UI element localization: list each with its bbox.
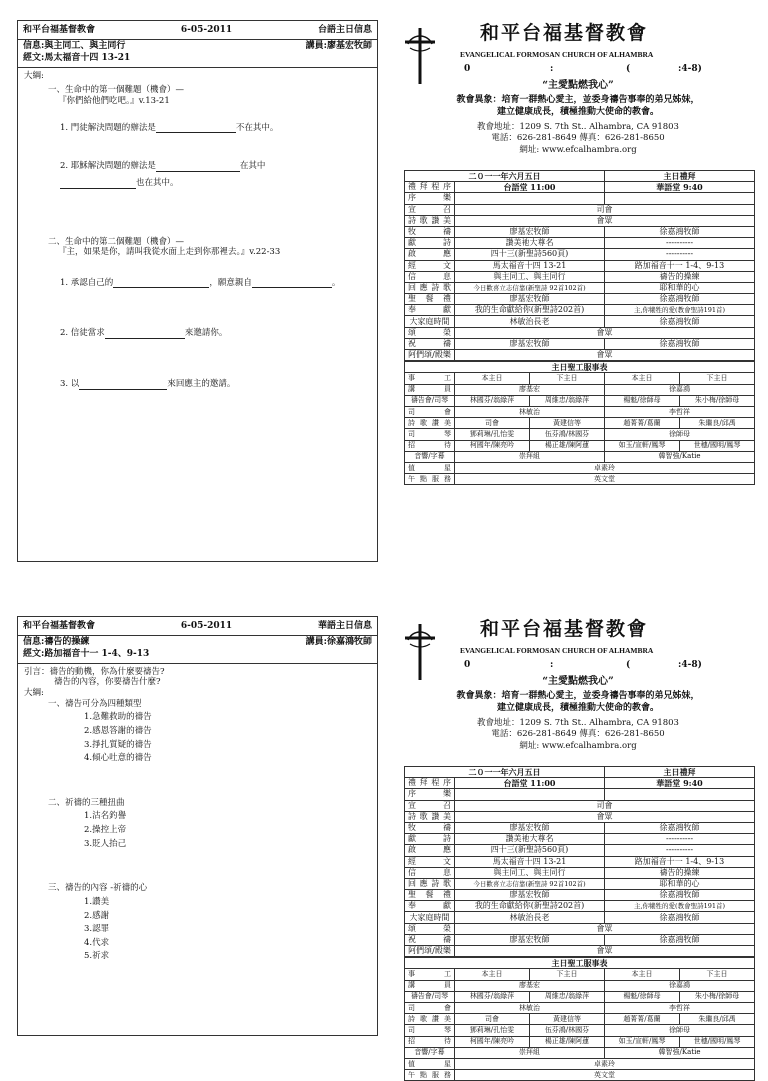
worship-order-table	[404, 766, 755, 957]
roster-cell: 下主日	[530, 969, 605, 980]
church-contact	[400, 718, 756, 752]
service-roster-table	[404, 361, 755, 485]
worship-row-label: 奉獻	[405, 901, 455, 912]
worship-row-value: 讚美祂大尊名	[455, 834, 605, 845]
outline-point-2: 二、生命中的第二個難題（機會）—	[48, 236, 185, 247]
roster-cell: 楊正雄/陳阿蓮	[530, 1036, 605, 1047]
worship-row	[405, 912, 755, 923]
outline-list-item: 1.讚美	[84, 896, 110, 907]
worship-row-value: 與主同工、與主同行	[455, 867, 605, 878]
roster-cell: 午點服務	[405, 474, 455, 485]
roster-cell: 本主日	[455, 373, 530, 384]
worship-row	[405, 294, 755, 305]
notes-service-type: 台語主日信息	[317, 25, 372, 35]
church-address: 教會地址：1209 S. 7th St.. Alhambra, CA 91803	[477, 122, 679, 132]
worship-row-value: 與主同工、與主同行	[455, 271, 605, 282]
outline-list-item: 5.祈求	[84, 951, 110, 962]
worship-row-label: 信息	[405, 271, 455, 282]
worship-row-label: 阿們頌/殿樂	[405, 350, 455, 361]
worship-row	[405, 946, 755, 957]
church-phone: 電話：626-281-8649 傳真：626-281-8650	[491, 729, 665, 740]
notes-date: 6-05-2011	[180, 621, 233, 631]
worship-row	[405, 867, 755, 878]
roster-cell: 下主日	[680, 373, 755, 384]
worship-row-label: 獻詩	[405, 238, 455, 249]
worship-row-value	[455, 193, 605, 204]
roster-cell: 林敏治	[455, 406, 605, 417]
fill-in-blank[interactable]	[105, 338, 185, 339]
worship-row-value: 徐嘉鴻牧師	[605, 294, 755, 305]
roster-cell: 伍芬鴻/林國芬	[530, 429, 605, 440]
roster-cell: 音響/字幕	[405, 451, 455, 462]
outline-list-item: 4.代求	[84, 937, 110, 948]
notes-church-name: 和平台福基督教會	[23, 621, 96, 631]
roster-cell: 柯國年/陳亮吟	[455, 1036, 530, 1047]
church-vision: 教會異象：培育一群熱心愛主，並委身禱告事奉的弟兄姊妹， 建立健康成長，積極推動大使命的教會。	[456, 95, 700, 118]
worship-row-value: 耶和華的心	[605, 878, 755, 889]
worship-row-value	[605, 789, 755, 800]
notes-speaker: 講員:廖基宏牧師	[305, 41, 372, 52]
worship-row	[405, 856, 755, 867]
worship-row	[405, 923, 755, 934]
fill-in-question: 也在其中。	[24, 178, 371, 189]
worship-row	[405, 238, 755, 249]
roster-title: 主日聖工服事表	[405, 958, 755, 969]
church-cross-logo-icon	[402, 26, 438, 86]
worship-row-value: 徐嘉鴻牧師	[605, 912, 755, 923]
worship-row-value: 會眾	[455, 946, 755, 957]
roster-cell: 林敏治	[455, 1002, 605, 1013]
intro-line: 引言：禱告的動機，你為什麼要禱告?	[24, 666, 165, 677]
fill-in-question: 3. 以 來回應主的邀請。	[60, 379, 236, 389]
worship-row-value: ----------	[605, 834, 755, 845]
roster-cell: 林國芬/翁綠萍	[455, 991, 530, 1002]
mandarin-service-col: 華語堂 9:40	[605, 778, 755, 789]
worship-row-value: 禱告的操練	[605, 867, 755, 878]
roster-cell: 司會	[455, 418, 530, 429]
roster-cell: 司琴	[405, 429, 455, 440]
worship-row-label: 啟應	[405, 249, 455, 260]
outline-list-item: 4.傾心吐意的禱告	[84, 753, 152, 764]
fill-in-blank[interactable]	[156, 171, 240, 172]
worship-row	[405, 350, 755, 361]
tables-slot	[400, 766, 756, 1081]
roster-cell: 世穗/國明/鳳琴	[680, 1036, 755, 1047]
worship-row-label: 大家庭時間	[405, 316, 455, 327]
worship-row-value: 廖基宏牧師	[455, 890, 605, 901]
worship-row-value: 禱告的操練	[605, 271, 755, 282]
worship-row-label: 序樂	[405, 193, 455, 204]
worship-title: 主日禮拜	[605, 171, 755, 182]
worship-row-value: 徐嘉鴻牧師	[605, 226, 755, 237]
roster-cell: 朱繼良/邱禹	[680, 1014, 755, 1025]
worship-row-value: 我的生命獻給你(新聖詩202首)	[455, 305, 605, 316]
worship-row-value: 司會	[455, 204, 755, 215]
outline-list-item: 2.感恩答謝的禱告	[84, 725, 152, 736]
roster-cell: 卓素玲	[455, 462, 755, 473]
worship-row-value: ----------	[605, 249, 755, 260]
worship-row-label: 宣召	[405, 800, 455, 811]
outline-point-3: 三、禱告的內容 -祈禱的心	[48, 883, 148, 894]
worship-row-label: 啟應	[405, 845, 455, 856]
roster-cell: 詩歌讚美	[405, 1014, 455, 1025]
worship-row	[405, 260, 755, 271]
outline-point-2: 二、祈禱的三種扭曲	[48, 797, 125, 808]
worship-row-label: 詩歌讚美	[405, 811, 455, 822]
notes-speaker: 講員:徐嘉鴻牧師	[305, 637, 372, 648]
roster-cell: 周維忠/翁綠萍	[530, 991, 605, 1002]
outline-point-1: 一、生命中的第一個難題（機會）—	[48, 85, 185, 96]
roster-cell: 如玉/宣軒/鳳琴	[605, 1036, 680, 1047]
worship-row	[405, 204, 755, 215]
roster-cell: 事工	[405, 373, 455, 384]
church-vision: 教會異象：培育一群熱心愛主，並委身禱告事奉的弟兄姊妹， 建立健康成長，積極推動大使命的教會。	[456, 691, 700, 714]
worship-row	[405, 249, 755, 260]
roster-cell: 柯國年/陳亮吟	[455, 440, 530, 451]
worship-row-label: 牧禱	[405, 226, 455, 237]
outline-point-1-quote: 『你們給他們吃吧。』v.13-21	[58, 96, 170, 106]
notes-message-title: 信息:禱告的操練	[23, 637, 90, 648]
worship-row-value: 徐嘉鴻牧師	[605, 934, 755, 945]
worship-row-label: 聖餐禮	[405, 294, 455, 305]
roster-cell: 值星	[405, 462, 455, 473]
church-website[interactable]: 網址: www.efcalhambra.org	[519, 144, 637, 155]
worship-row-label: 牧禱	[405, 822, 455, 833]
church-motto: “主愛點燃我心”	[542, 676, 614, 687]
worship-row-value: 路加福音十一 1-4、9-13	[605, 856, 755, 867]
worship-row-label: 經文	[405, 856, 455, 867]
worship-row-label: 阿們頌/殿樂	[405, 946, 455, 957]
fill-in-blank[interactable]	[113, 287, 209, 288]
roster-cell: 楊魁/徐師母	[605, 395, 680, 406]
roster-cell: 鄧莉琳/孔怡雯	[455, 1025, 530, 1036]
worship-row-label: 經文	[405, 260, 455, 271]
worship-row-value: 讚美祂大尊名	[455, 238, 605, 249]
fill-in-blank[interactable]	[156, 132, 236, 133]
roster-cell: 黃建信等	[530, 418, 605, 429]
intro-line: 禱告的內容，你要禱告什麼?	[54, 677, 161, 688]
roster-title: 主日聖工服事表	[405, 362, 755, 373]
roster-cell: 司會	[455, 1014, 530, 1025]
roster-cell: 世穗/國明/鳳琴	[680, 440, 755, 451]
roster-cell: 韓智強/Katie	[605, 451, 755, 462]
roster-cell: 韓智強/Katie	[605, 1047, 755, 1058]
outline-point-2-quote: 『主，如果是你，請叫我從水面上走到你那裡去。』v.22-33	[58, 247, 281, 258]
outline-point-2-list	[24, 811, 371, 849]
outline-label: 大綱:	[24, 70, 44, 81]
order-label: 禮拜程序	[405, 182, 455, 193]
worship-row-value: 徐嘉鴻牧師	[605, 890, 755, 901]
church-name: 和平台福基督教會	[480, 618, 649, 640]
worship-row-value	[605, 193, 755, 204]
worship-row	[405, 305, 755, 316]
roster-cell: 講員	[405, 384, 455, 395]
church-cross-logo-icon	[402, 622, 438, 682]
worship-row-value: 會眾	[455, 215, 755, 226]
roster-cell: 朱小梅/徐師母	[680, 395, 755, 406]
roster-cell: 朱繼良/邱禹	[680, 418, 755, 429]
church-motto: “主愛點燃我心”	[542, 80, 614, 91]
worship-row-label: 序樂	[405, 789, 455, 800]
worship-row-value: 會眾	[455, 923, 755, 934]
outline-point-1-list	[24, 712, 371, 764]
worship-row-value	[455, 789, 605, 800]
worship-title: 主日禮拜	[605, 767, 755, 778]
worship-row-label: 頌榮	[405, 327, 455, 338]
worship-row-value: 廖基宏牧師	[455, 822, 605, 833]
roster-cell: 廖基宏	[455, 384, 605, 395]
worship-row-value: 馬太福音十四 13-21	[455, 260, 605, 271]
worship-row-label: 大家庭時間	[405, 912, 455, 923]
roster-cell: 司會	[405, 406, 455, 417]
worship-date: 二０一一年六月五日	[405, 171, 605, 182]
roster-cell: 本主日	[455, 969, 530, 980]
bulletin-front-taiwanese: 和平台福基督教會 EVANGELICAL FORMOSAN CHURCH OF ALHAMBRA 0 : ( :4-8) “主愛點燃我心” 教會異象：培育一群熱心愛主，並委身禱告事奉的弟兄姊妹， 建立健康成長，積極推動大使命的教會。 教會地址：1209 S. 7th St.. Alhambra, CA 91803 電話：626-281-8649 傳真：626-281-8650 網址: www.efcalhambra.org 二０一一年六月五日 主日禮拜 禮拜程序 台語堂 11:00 華語堂 9:40 序樂 宣召 司會 詩歌讚美 會眾 牧禱 廖基宏牧師 徐嘉鴻牧師 獻詩 讚美祂大尊名 ---------- 啟應 四十三(新聖詩560頁) ---------- 經文 馬太福音十四 13-21 路加福音十一 1-4、9-13 信息 與主同工、與主同行 禱告的操練 回應詩歌 今日歡喜立志信靠(新聖詩 92首102首) 耶和華的心 聖餐禮 廖基宏牧師 徐嘉鴻牧師 奉獻 我的生命獻給你(新聖詩202首) 主,你犧牲的愛(教會聖詩191首) 大家庭時間 林敏治長老 徐嘉鴻牧師 頌榮 會眾 祝禱 廖基宏牧師 徐嘉鴻牧師 阿們頌/殿樂 會眾 主日聖工服事表 事工 本主日 下主日 本主日 下主日 講員 廖基宏 徐嘉鴻 禱告會/司琴 林國芬/翁綠萍 周維忠/翁綠萍 楊魁/徐師母 朱小梅/徐師母 司會 林敏治 李哲祥 詩歌讚美 司會 黃建信等 趙菁菁/葛蘭 朱繼良/邱禹 司琴 鄧莉琳/孔怡雯 伍芬鴻/林國芬 徐師母 招待 柯國年/陳亮吟 楊正雄/陳阿蓮 如玉/宣軒/鳳琴 世穗/國明/鳳琴 音響/字幕 崇拜組 韓智強/Katie 值星 卓素玲 午點服務 英文堂	[400, 20, 756, 485]
notes-message-title: 信息:與主同工、與主同行	[23, 41, 126, 52]
worship-row	[405, 193, 755, 204]
outline-point-1: 一、禱告可分為四種類型	[48, 698, 142, 709]
worship-row	[405, 822, 755, 833]
roster-cell: 事工	[405, 969, 455, 980]
outline-label: 大綱:	[24, 688, 44, 698]
worship-row-value: 耶和華的心	[605, 282, 755, 293]
church-website[interactable]: 網址: www.efcalhambra.org	[519, 740, 637, 751]
worship-row-label: 頌榮	[405, 923, 455, 934]
outline-list-item: 2.感謝	[84, 910, 110, 921]
worship-row-label: 獻詩	[405, 834, 455, 845]
roster-cell: 下主日	[530, 373, 605, 384]
outline-list-item: 3.貶人抬己	[84, 838, 127, 849]
fill-in-blank[interactable]	[60, 188, 136, 189]
worship-row	[405, 934, 755, 945]
worship-row-value: 徐嘉鴻牧師	[605, 316, 755, 327]
worship-row-value: 廖基宏牧師	[455, 226, 605, 237]
roster-cell: 如玉/宣軒/鳳琴	[605, 440, 680, 451]
fill-in-blank[interactable]	[252, 287, 332, 288]
notes-date: 6-05-2011	[180, 25, 233, 35]
worship-row-value: 會眾	[455, 327, 755, 338]
notes-scripture: 經文:馬太福音十四 13-21	[23, 52, 131, 63]
roster-cell: 招待	[405, 1036, 455, 1047]
worship-row	[405, 878, 755, 889]
roster-cell: 禱告會/司琴	[405, 991, 455, 1002]
tables-slot	[400, 170, 756, 485]
worship-row	[405, 271, 755, 282]
fill-in-question: 1. 門徒解決問題的辦法是 不在其中。	[60, 122, 279, 133]
roster-cell: 崇拜組	[455, 451, 605, 462]
roster-cell: 本主日	[605, 969, 680, 980]
worship-rows	[405, 789, 755, 957]
roster-cell: 徐師母	[605, 429, 755, 440]
sermon-notes-mandarin	[17, 616, 378, 1036]
worship-row-label: 宣召	[405, 204, 455, 215]
worship-row-value: 林敏治長老	[455, 316, 605, 327]
worship-row	[405, 327, 755, 338]
worship-row-label: 回應詩歌	[405, 282, 455, 293]
fill-in-question: 2. 耶穌解決問題的辦法是 在其中	[60, 161, 266, 172]
outline-list-item: 3.認罪	[84, 924, 110, 935]
mandarin-service-col: 華語堂 9:40	[605, 182, 755, 193]
outline-point-3-list	[24, 897, 371, 962]
taiwanese-service-col: 台語堂 11:00	[455, 778, 605, 789]
worship-row	[405, 226, 755, 237]
church-phone: 電話：626-281-8649 傳真：626-281-8650	[491, 133, 665, 144]
roster-cell: 司琴	[405, 1025, 455, 1036]
taiwanese-service-col: 台語堂 11:00	[455, 182, 605, 193]
outline-list-item: 3.掙扎質疑的禱告	[84, 739, 152, 750]
worship-row	[405, 338, 755, 349]
worship-row-value: 四十三(新聖詩560頁)	[455, 845, 605, 856]
church-english-name: EVANGELICAL FORMOSAN CHURCH OF ALHAMBRA	[460, 646, 654, 655]
worship-row-value: 廖基宏牧師	[455, 934, 605, 945]
worship-row-label: 詩歌讚美	[405, 215, 455, 226]
roster-cell: 黃建信等	[530, 1014, 605, 1025]
roster-cell: 廖基宏	[455, 980, 605, 991]
worship-row-value: 主,你犧牲的愛(教會聖詩191首)	[605, 901, 755, 912]
worship-row-value: 主,你犧牲的愛(教會聖詩191首)	[605, 305, 755, 316]
worship-row	[405, 901, 755, 912]
worship-row-label: 祝禱	[405, 934, 455, 945]
sermon-notes-taiwanese	[17, 20, 378, 562]
roster-cell: 卓素玲	[455, 1058, 755, 1069]
church-address: 教會地址：1209 S. 7th St.. Alhambra, CA 91803	[477, 718, 679, 728]
bulletin-front-mandarin: 和平台福基督教會 EVANGELICAL FORMOSAN CHURCH OF ALHAMBRA 0 : ( :4-8) “主愛點燃我心” 教會異象：培育一群熱心愛主，並委身禱告事奉的弟兄姊妹， 建立健康成長，積極推動大使命的教會。 教會地址：1209 S. 7th St.. Alhambra, CA 91803 電話：626-281-8649 傳真：626-281-8650 網址: www.efcalhambra.org 二０一一年六月五日 主日禮拜 禮拜程序 台語堂 11:00 華語堂 9:40 序樂 宣召 司會 詩歌讚美 會眾 牧禱 廖基宏牧師 徐嘉鴻牧師 獻詩 讚美祂大尊名 ---------- 啟應 四十三(新聖詩560頁) ---------- 經文 馬太福音十四 13-21 路加福音十一 1-4、9-13 信息 與主同工、與主同行 禱告的操練 回應詩歌 今日歡喜立志信靠(新聖詩 92首102首) 耶和華的心 聖餐禮 廖基宏牧師 徐嘉鴻牧師 奉獻 我的生命獻給你(新聖詩202首) 主,你犧牲的愛(教會聖詩191首) 大家庭時間 林敏治長老 徐嘉鴻牧師 頌榮 會眾 祝禱 廖基宏牧師 徐嘉鴻牧師 阿們頌/殿樂 會眾 主日聖工服事表 事工 本主日 下主日 本主日 下主日 講員 廖基宏 徐嘉鴻 禱告會/司琴 林國芬/翁綠萍 周維忠/翁綠萍 楊魁/徐師母 朱小梅/徐師母 司會 林敏治 李哲祥 詩歌讚美 司會 黃建信等 趙菁菁/葛蘭 朱繼良/邱禹 司琴 鄧莉琳/孔怡雯 伍芬鴻/林國芬 徐師母 招待 柯國年/陳亮吟 楊正雄/陳阿蓮 如玉/宣軒/鳳琴 世穗/國明/鳳琴 音響/字幕 崇拜組 韓智強/Katie 值星 卓素玲 午點服務 英文堂	[400, 616, 756, 1081]
roster-cell: 徐師母	[605, 1025, 755, 1036]
roster-cell: 徐嘉鴻	[605, 384, 755, 395]
church-english-name: EVANGELICAL FORMOSAN CHURCH OF ALHAMBRA	[460, 50, 654, 59]
worship-row-value: 廖基宏牧師	[455, 338, 605, 349]
church-name: 和平台福基督教會	[480, 22, 649, 44]
fill-in-blank[interactable]	[79, 389, 167, 390]
roster-cell: 詩歌讚美	[405, 418, 455, 429]
worship-row-value: 四十三(新聖詩560頁)	[455, 249, 605, 260]
roster-cell: 英文堂	[455, 1070, 755, 1081]
roster-cell: 司會	[405, 1002, 455, 1013]
worship-row-value: 徐嘉鴻牧師	[605, 338, 755, 349]
worship-row-value: 徐嘉鴻牧師	[605, 822, 755, 833]
worship-row-value: 馬太福音十四 13-21	[455, 856, 605, 867]
notes-scripture: 經文:路加福音十一 1-4、9-13	[23, 648, 150, 659]
worship-row-label: 聖餐禮	[405, 890, 455, 901]
worship-row	[405, 811, 755, 822]
roster-cell: 值星	[405, 1058, 455, 1069]
roster-cell: 音響/字幕	[405, 1047, 455, 1058]
church-contact	[400, 122, 756, 156]
worship-row-value: 我的生命獻給你(新聖詩202首)	[455, 901, 605, 912]
roster-cell: 徐嘉鴻	[605, 980, 755, 991]
roster-cell: 招待	[405, 440, 455, 451]
notes-church-name: 和平台福基督教會	[23, 25, 96, 35]
roster-cell: 周維忠/翁綠萍	[530, 395, 605, 406]
roster-cell: 趙菁菁/葛蘭	[605, 418, 680, 429]
roster-cell: 禱告會/司琴	[405, 395, 455, 406]
worship-row-value: 會眾	[455, 350, 755, 361]
roster-cell: 朱小梅/徐師母	[680, 991, 755, 1002]
worship-rows	[405, 193, 755, 361]
roster-cell: 李哲祥	[605, 406, 755, 417]
roster-cell: 英文堂	[455, 474, 755, 485]
outline-list-item: 1.沽名釣譽	[84, 811, 127, 822]
worship-row	[405, 834, 755, 845]
worship-row-value: 路加福音十一 1-4、9-13	[605, 260, 755, 271]
roster-cell: 楊魁/徐師母	[605, 991, 680, 1002]
worship-row-value: 今日歡喜立志信靠(新聖詩 92首102首)	[455, 878, 605, 889]
worship-date: 二０一一年六月五日	[405, 767, 605, 778]
worship-row-label: 奉獻	[405, 305, 455, 316]
worship-row-value: 會眾	[455, 811, 755, 822]
roster-cell: 鄧莉琳/孔怡雯	[455, 429, 530, 440]
worship-row-label: 信息	[405, 867, 455, 878]
worship-row-value: 今日歡喜立志信靠(新聖詩 92首102首)	[455, 282, 605, 293]
fill-in-question: 1. 承認自己的 ，願意親自 。	[60, 277, 341, 288]
worship-row-value: 廖基宏牧師	[455, 294, 605, 305]
roster-cell: 趙菁菁/葛蘭	[605, 1014, 680, 1025]
worship-row-label: 祝禱	[405, 338, 455, 349]
order-label: 禮拜程序	[405, 778, 455, 789]
worship-row-value: 司會	[455, 800, 755, 811]
worship-row-value: 林敏治長老	[455, 912, 605, 923]
worship-row	[405, 789, 755, 800]
roster-cell: 楊正雄/陳阿蓮	[530, 440, 605, 451]
notes-service-type: 華語主日信息	[317, 621, 372, 631]
worship-order-table	[404, 170, 755, 361]
service-roster-table	[404, 957, 755, 1081]
outline-list-item: 2.操控上帝	[84, 825, 127, 835]
worship-row	[405, 215, 755, 226]
worship-row-value: ----------	[605, 845, 755, 856]
worship-row	[405, 316, 755, 327]
roster-cell: 林國芬/翁綠萍	[455, 395, 530, 406]
worship-row-value: ----------	[605, 238, 755, 249]
roster-cell: 午點服務	[405, 1070, 455, 1081]
roster-cell: 講員	[405, 980, 455, 991]
roster-cell: 崇拜組	[455, 1047, 605, 1058]
roster-cell: 下主日	[680, 969, 755, 980]
roster-cell: 本主日	[605, 373, 680, 384]
outline-list-item: 1.急難救助的禱告	[84, 712, 152, 723]
worship-row	[405, 282, 755, 293]
roster-cell: 伍芬鴻/林國芬	[530, 1025, 605, 1036]
worship-row-label: 回應詩歌	[405, 878, 455, 889]
roster-cell: 李哲祥	[605, 1002, 755, 1013]
worship-row	[405, 845, 755, 856]
bulletin-sheet-mandarin	[0, 580, 768, 1079]
worship-row	[405, 890, 755, 901]
worship-row	[405, 800, 755, 811]
fill-in-question: 2. 信徒當求 來邀請你。	[60, 328, 228, 339]
